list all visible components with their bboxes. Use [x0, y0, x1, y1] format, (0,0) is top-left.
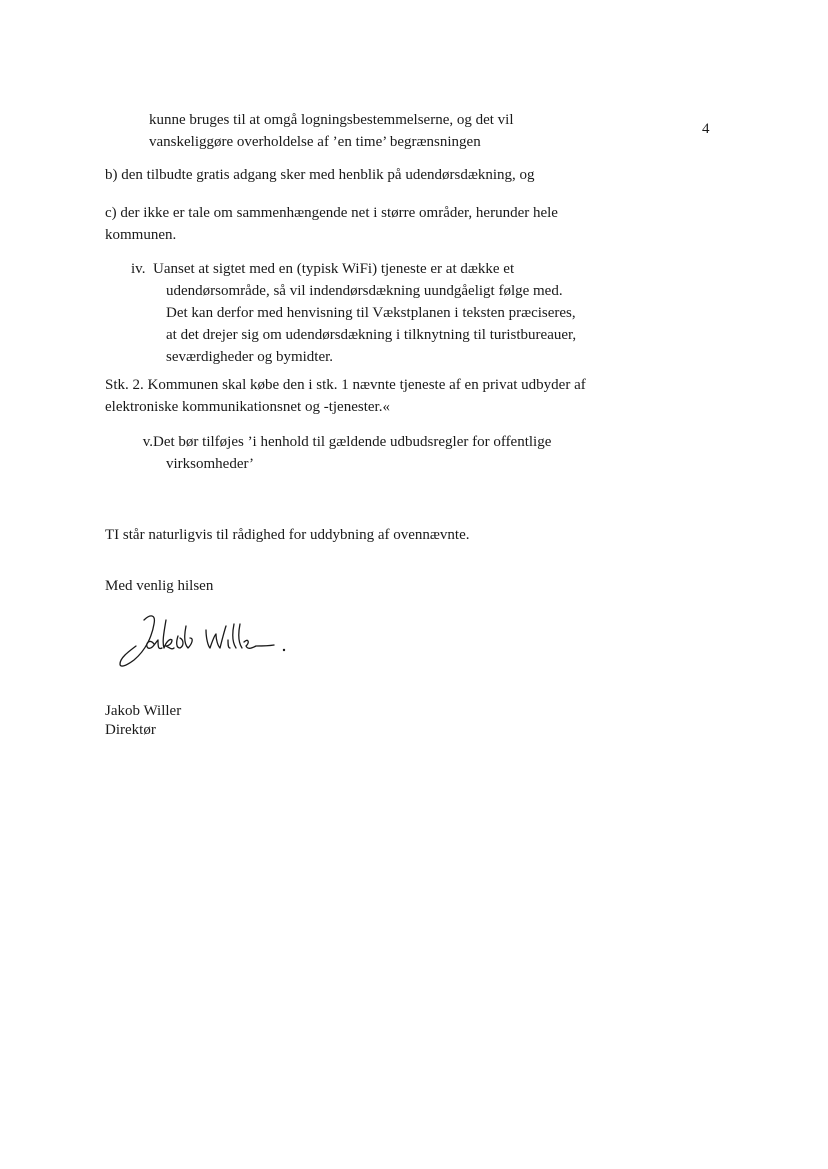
continued-line-1: kunne bruges til at omgå logningsbestemmelserne, og det vil: [149, 112, 514, 128]
list-numeral-iv: iv.: [131, 261, 146, 277]
paragraph-c-line-1: c) der ikke er tale om sammenhængende net i større områder, herunder hele: [105, 205, 558, 221]
list-item-iv-line-2: udendørsområde, så vil indendørsdækning uundgåeligt følge med.: [166, 283, 563, 299]
list-item-iv: [131, 258, 691, 365]
paragraph-c-line-2: kommunen.: [105, 227, 177, 243]
signatory-name: Jakob Willer: [105, 703, 182, 719]
stk2-line-1: Stk. 2. Kommunen skal købe den i stk. 1 nævnte tjeneste af en privat udbyder af: [105, 377, 586, 393]
stk2-line-2: elektroniske kommunikationsnet og -tjenester.«: [105, 399, 390, 415]
paragraph-c: [105, 202, 705, 246]
list-item-v-text: [153, 431, 653, 475]
closing-note: TI står naturligvis til rådighed for uddybning af ovennævnte.: [105, 527, 470, 543]
handwritten-signature: [110, 606, 290, 686]
stk2-paragraph: [105, 374, 705, 418]
list-item-iv-line-4: at det drejer sig om udendørsdækning i tilknytning til turistbureauer,: [166, 327, 577, 343]
paragraph-b: b) den tilbudte gratis adgang sker med henblik på udendørsdækning, og: [105, 167, 535, 183]
list-item-iv-line-3: Det kan derfor med henvisning til Vækstplanen i teksten præciseres,: [166, 305, 576, 321]
list-item-iv-text: [153, 258, 653, 368]
list-item-v: [131, 431, 691, 472]
continued-paragraph: [149, 109, 669, 153]
greeting: Med venlig hilsen: [105, 578, 214, 594]
page-number: 4: [702, 121, 710, 137]
list-item-iv-line-5: seværdigheder og bymidter.: [166, 349, 334, 365]
list-item-iv-line-1: Uanset at sigtet med en (typisk WiFi) tjeneste er at dække et: [153, 261, 515, 277]
signatory-title: Direktør: [105, 722, 156, 738]
list-item-v-line-2: virksomheder’: [166, 456, 255, 472]
continued-line-2: vanskeliggøre overholdelse af ’en time’ begrænsningen: [149, 134, 481, 150]
list-numeral-v: v.: [142, 434, 153, 450]
list-item-v-line-1: Det bør tilføjes ’i henhold til gældende udbudsregler for offentlige: [153, 434, 552, 450]
